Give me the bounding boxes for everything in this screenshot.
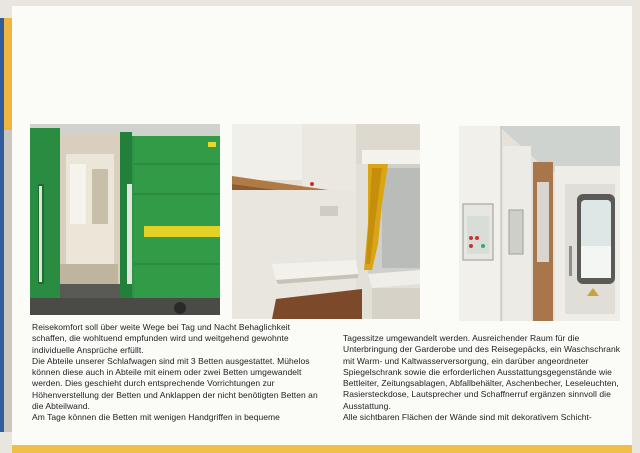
bottom-color-band xyxy=(12,445,632,453)
corridor-interior-photo xyxy=(459,126,620,321)
paragraph: Alle sichtbaren Flächen der Wände sind mit dekorativem Schicht- xyxy=(343,412,592,423)
page-edge-orange xyxy=(4,18,12,130)
text-column-left xyxy=(32,322,318,424)
page-edge-gray xyxy=(4,130,12,432)
compartment-interior-photo xyxy=(232,124,420,319)
text-column-right xyxy=(343,333,625,423)
paragraph: Reisekomfort soll über weite Wege bei Tag und Nacht Behaglichkeit schaffen, die wohltuend empfunden wird und weitgehend gewohnte individuelle Ansprüche erfüllt. xyxy=(32,322,291,355)
paragraph: Tagessitze umgewandelt werden. Ausreichender Raum für die Unterbringung der Garderobe und des Reisegepäcks, ein Waschschrank mit Warm- und Kaltwasserversorgung, ein darüber angeordneter Spiegelschrank sowie die erforderlichen Ausstattungsgegenstände wie Bettleiter, Zeitungsablagen, Abfallbehälter, Aschenbecher, Leseleuchten, Rasiersteckdose, Lautsprecher und Schaffnerruf ergänzen sinnvoll die Ausstattung. xyxy=(343,333,621,411)
train-exterior-photo xyxy=(30,124,220,315)
paragraph: Die Abteile unserer Schlafwagen sind mit 3 Betten ausgestattet. Mühelos können diese auch in Abteile mit einem oder zwei Betten umgewandelt werden. Dies geschieht durch entsprechende Vorrichtungen zur Höhenverstellung der Betten und Anklappen der nicht benötigten Betten an die Abteilwand. xyxy=(32,355,318,412)
paragraph: Am Tage können die Betten mit wenigen Handgriffen in bequeme xyxy=(32,412,280,423)
